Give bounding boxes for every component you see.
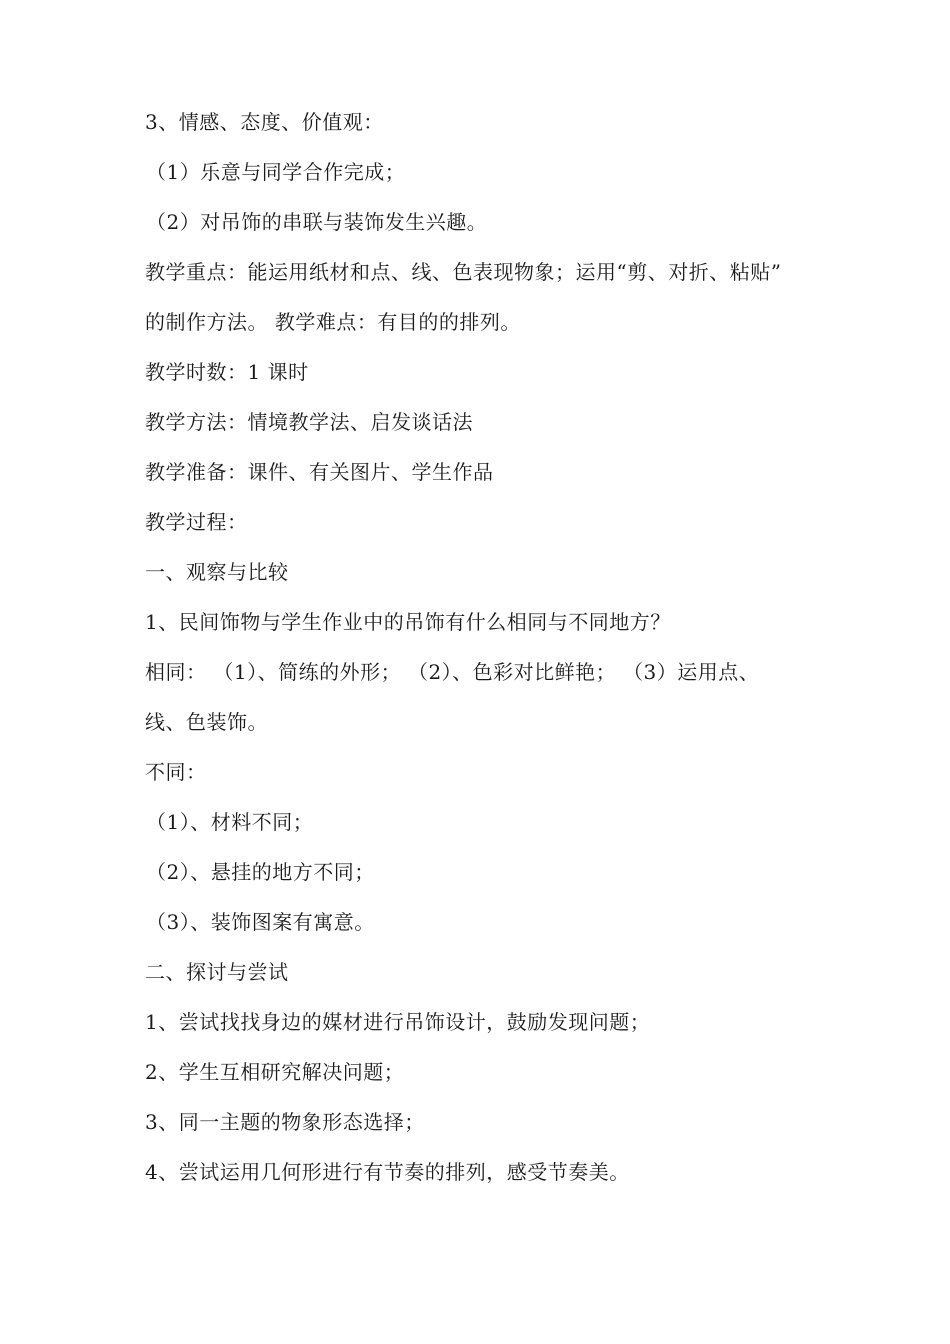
teaching-preparation: 教学准备：课件、有关图片、学生作品: [145, 460, 494, 484]
similarities-continuation: 线、色装饰。: [145, 710, 268, 734]
list-item: 3、同一主题的物象形态选择；: [145, 1110, 425, 1134]
similarities-line: 相同： （1）、简练的外形； （2）、色彩对比鲜艳； （3）运用点、: [145, 660, 760, 684]
list-item: 1、民间饰物与学生作业中的吊饰有什么相同与不同地方？: [145, 610, 671, 634]
teaching-hours: 教学时数：1 课时: [145, 360, 309, 384]
section-heading-emotion-attitude-values: 3、情感、态度、价值观：: [145, 110, 384, 134]
list-item: 4、尝试运用几何形进行有节奏的排列，感受节奏美。: [145, 1160, 630, 1184]
section-heading-observe-compare: 一、观察与比较: [145, 560, 289, 584]
teaching-methods: 教学方法：情境教学法、启发谈话法: [145, 410, 473, 434]
teaching-focus-continuation: 的制作方法。 教学难点：有目的的排列。: [145, 310, 521, 334]
list-item: （2）对吊饰的串联与装饰发生兴趣。: [146, 210, 488, 234]
list-item: 1、尝试找找身边的媒材进行吊饰设计，鼓励发现问题；: [145, 1010, 651, 1034]
list-item: 2、学生互相研究解决问题；: [145, 1060, 405, 1084]
teaching-focus-line: 教学重点：能运用纸材和点、线、色表现物象；运用“剪、对折、粘贴”: [145, 260, 782, 284]
list-item: （3）、装饰图案有寓意。: [146, 910, 375, 934]
list-item: （1）、材料不同；: [146, 810, 314, 834]
list-item: （2）、悬挂的地方不同；: [146, 860, 375, 884]
list-item: （1）乐意与同学合作完成；: [146, 160, 406, 184]
teaching-process-heading: 教学过程：: [145, 510, 248, 534]
section-heading-explore-try: 二、探讨与尝试: [145, 960, 289, 984]
differences-heading: 不同：: [145, 760, 207, 784]
